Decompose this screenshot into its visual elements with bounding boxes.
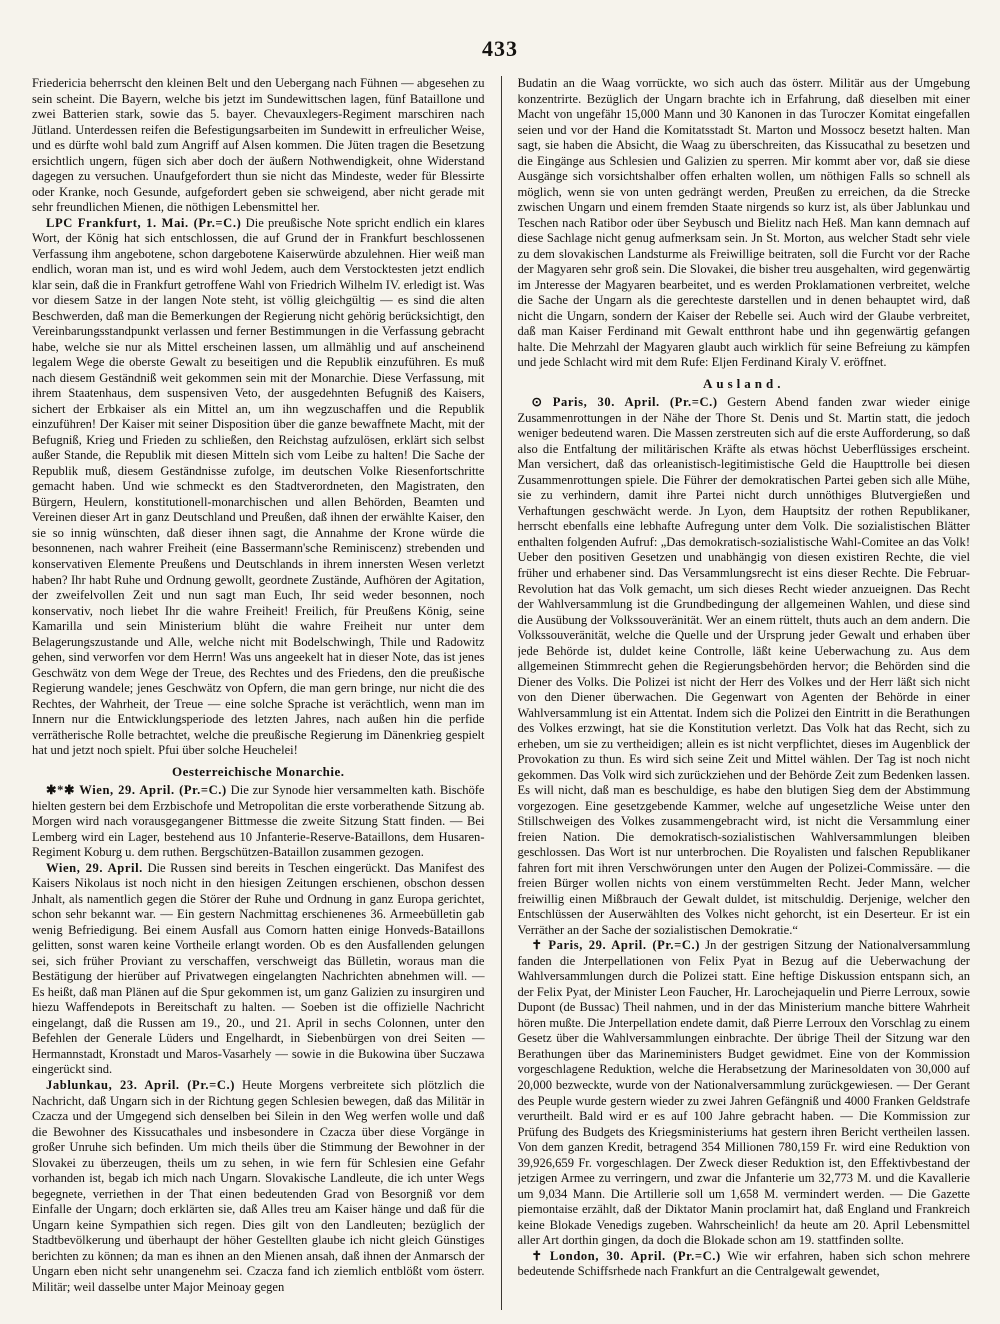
article-continuation: Friedericia beherrscht den kleinen Belt und den Uebergang nach Fühnen — abgesehen zu sein scheint. Die Bayern, welche bis jetzt im Sundewittschen lagen, fünf Bataillone und zwei Batterien stark, sowie das 5. bayer. Chevauxlegers-Regiment marschiren nach Jütland. Unterdessen reifen die Befestigungsarbeiten im Sundewitt in erfreulicher Weise, und es dürfte wohl bald zum Angriff auf Alsen kommen. Die Jüten tragen die Besetzung ersichtlich ungern, fügen sich aber doch der äußern Nothwendigkeit, ohne Widerstand dagegen zu versuchen. Unaufgefordert thun sie nicht das Mindeste, weder für Blessirte oder Kranke, noch Gesunde, aufgefordert geben sie schweigend, aber nicht gerade mit sehr freundlichen Mienen, die nöthigen Lebensmittel her. [32, 76, 485, 215]
article-continuation: Budatin an die Waag vorrückte, wo sich auch das österr. Militär aus der Umgebung konzentrirte. Bezüglich der Ungarn brachte ich in Erfahrung, daß dieselben mit einer Macht von ungefähr 15,000 Mann und 30 Kanonen in das Turoczer Komitat eingefallen seien und vor der Hand die Komitatsstadt St. Marton und Mossocz besetzt halten. Man sagt, sie haben die Absicht, die Waag zu überschreiten, das Kissucathal zu besetzen und die Eingänge aus Schlesien und Galizien zu sperren. Mir kommt aber vor, daß sie diese Ausgänge sich vorsichtshalber offen erhalten wollen, um nöthigen Falls so schnell als möglich, wenn sie von unten gedrängt werden, Preußen zu erreichen, da die Strecke zwischen Ungarn und einem fremden Staate nirgends so kurz ist, als über Jablunkau und Teschen nach Ratibor oder über Seybusch und Bielitz nach Heß. Man kann demnach auf diese Sachlage nicht genug aufmerksam sein. Jn St. Morton, aus welcher Stadt sehr viele zu dem slovakischen Landsturme als Freiwillige beitraten, soll die Furcht vor der Rache der Magyaren sehr groß sein. Die Slovakei, die bisher treu ausgehalten, wird gegenwärtig im Jnteresse der Magyaren bearbeitet, und es werden Proklamationen verbreitet, welche die Sache der Ungarn als die gerechteste darstellen und in denen behauptet wird, daß nicht die Ungarn, sondern der Kaiser der Rebelle sei. Auch wird der Glaube verbreitet, daß man Kaiser Ferdinand mit Gewalt entthront habe und ihn gegenwärtig gefangen halte. Die Mehrzahl der Magyaren glaubt auch wirklich für seine Befreiung zu kämpfen und jede Schlacht wird mit dem Rufe: Eljen Ferdinand Kiraly V. eröffnet. [517, 76, 970, 370]
article-london [518, 1249, 971, 1280]
article-jablunkau [32, 1078, 485, 1295]
article-text: Heute Morgens verbreitete sich plötzlich die Nachricht, daß Ungarn sich in der Richtung gegen Schlesien bewegen, daß das Militär in Czacza und der Umgegend sich denselben bei Silein in den Weg werfen wolle und daß die Bewohner des Kissucathales und insbesondere in Czacza über diese Vorgänge in großer Unruhe sich befinden. Um mich theils über die Stimmung der Bewohner in der Slovakei zu überzeugen, theils um zu sehen, in wie fern für Schlesien eine Gefahr vorhanden ist, begab ich mich nach Ungarn. Slovakische Landleute, die ich unter Wegs begegnete, verriethen in der That einen bedeutenden Grad von Besorgniß vor dem Einfalle der Ungarn; doch erklärten sie, daß Alles treu am Kaiser hänge und daß für die Ungarn keine Sympathien sich regen. Dies gilt von den Landleuten; bezüglich der Stadtbevölkerung und überhaupt der höher Gestellten glaube ich nicht gleich Günstiges berichten zu können; da man es ihnen an den Mienen ansah, daß ihnen der Anmarsch der Ungarn eben nicht sehr unangenehm sei. Czacza fand ich ziemlich entblößt vom österr. Militär; weil dasselbe unter Major Meinoay gegen [32, 1078, 485, 1294]
dateline-frankfurt: LPC Frankfurt, 1. Mai. (Pr.=C.) [46, 215, 242, 230]
text-columns [32, 76, 970, 1310]
article-text: Wie wir erfahren, haben sich schon mehrere bedeutende Schiffsrhede nach Frankfurt an die Centralgewalt gewendet, [517, 1248, 970, 1279]
right-column [518, 76, 971, 1310]
article-text: Die zur Synode hier versammelten kath. Bischöfe hielten gestern bei dem Erzbischofe und Metropolitan die erste vorberathende Sitzung ab. Morgen wird nach vorausgegangener Bittmesse die zweite Sitzung Statt finden. — Bei Lemberg wird ein Lager, bestehend aus 10 Jnfanterie-Reserve-Bataillons, dem Husaren-Regiment Koburg u. dem ruthen. Bergschützen-Bataillon zusammen gezogen. [32, 783, 485, 860]
dateline-paris-2: ✝ Paris, 29. April. (Pr.=C.) [531, 938, 701, 953]
dateline-wien-1: ✱*✱ Wien, 29. April. (Pr.=C.) [46, 783, 227, 798]
dateline-wien-2: Wien, 29. April. [46, 860, 143, 875]
page-number: 433 [482, 36, 518, 61]
left-column [32, 76, 485, 1310]
article-text: Gestern Abend fanden zwar wieder einige Zusammenrottungen in der Nähe der Thore St. Denis und St. Martin statt, die jedoch weniger bedeutend waren. Die Massen zerstreuten sich auf die erste Aufforderung, so daß also die Entfaltung der militärischen Kräfte als etwas höchst Ueberflüssiges erscheint. Man versichert, daß das orleanistisch-legitimistische Geld die Haupttrolle bei diesen Zusammenrottungen spiele. Die Führer der demokratischen Partei geben sich alle Mühe, sie zu verhindern, damit ihre Partei nicht durch unnöthiges Blutvergießen und Verhaftungen geschwächt werde. Jn Lyon, dem Hauptsitz der rothen Republikaner, herrscht ebenfalls eine lebhafte Aufregung unter dem Volk. Die sozialistischen Blätter enthalten folgenden Aufruf: „Das demokratisch-sozialistische Wahl-Comitee an das Volk! Ueber den positiven Gesetzen und unabhängig von diesen existiren Rechte, die viel früher und erhabener sind. Das Versammlungsrecht ist eins dieser Rechte. Die Februar-Revolution hat das Volk gemacht, um sich dieses Recht wieder anzueignen. Das Recht der Wahlversammlung ist die Grundbedingung der allgemeinen Wahlen, und diese sind die Ausübung der Volkssouveränität. Wer an einem rüttelt, thuts auch an dem andern. Die Volkssouveränität, welche die Quelle und der Ursprung jeder Gewalt und erhaben über jede Behörde ist, duldet keine Controlle, läßt keine Ueberwachung zu. Aus dem allgemeinen Stimmrecht gehen die Regierungsbehörden hervor; die Behörden sind die Diener des Volks. Die Polizei ist nicht der Herr des Volkes und der Herr läßt sich nicht von den Diener überwachen. Die Gegenwart von Agenten der Behörde in einer Wahlversammlung ist ein Attentat. Indem sich die Polizei den Eintritt in die Berathungen des Volkes erzwingt, hat sie die Konstitution verletzt. Das Volk hat das Recht, sich zu erheben, um sie zu vertheidigen; allein es ist nicht verpflichtet, dieses im Augenblick der Provokation zu thun. Es wird sich seine Zeit und Mittel wählen. Der Tag ist noch nicht gekommen. Das Volk wird sich zurückziehen und der Behörde Zeit zum Bedenken lassen. Es will nicht, daß man es beschuldige, es habe den blutigen Sieg dem der Abstimmung vorgezogen. Eine gesetzgebende Kammer, welche auf ungesetzliche Weise unter den Stillschweigen des Volkes zusammengebracht wird, ist nicht die Versammlung einer freien Nation. Die demokratisch-sozialistischen Wahlversammlungen bleiben geschlossen. Das Wort ist nur unterbrochen. Die Royalisten und falschen Republikaner fahren fort mit ihren Verschwörungen unter den Augen der Polizei-Commissäre. — die freien Bürger wollen nichts von einem verstümmelten Recht. Jeder Mann, welcher freiwillig einen Mißbrauch der Gewalt duldet, ist mitschuldig. Derjenige, welcher den Entschlüssen der Auserwählten des Volkes nicht gehorcht, ist ein Deserteur. Er ist ein Verräther an der Sache der sozialistischen Demokratie.“ [517, 395, 970, 937]
article-frankfurt [32, 216, 485, 759]
dateline-jablunkau: Jablunkau, 23. April. (Pr.=C.) [46, 1078, 235, 1092]
dateline-london: ✝ London, 30. April. (Pr.=C.) [531, 1248, 721, 1263]
article-text: Die preußische Note spricht endlich ein klares Wort, der König hat sich entschlossen, die auf Grund der in Frankfurt beschlossenen Verfassung ihm angebotene, schon dargebotene Kaiserwürde abzulehnen. Hier weiß man endlich, woran man ist, und es wird wohl Jedem, auch dem Verstocktesten jetzt endlich klar sein, daß die in Frankfurt getroffene Wahl von Friedrich Wilhelm IV. erledigt ist. Was vor diesem Satze in der langen Note steht, ist völlig gleichgültig — es sind die alten Beschwerden, daß man die Bemerkungen der Regierung nicht gehörig berücksichtigt, den Vereinbarungsstandpunkt verlassen und ferner Bestimmungen in die Verfassung gebracht habe, welche sie nur als Mittel erscheinen lassen, um allmählig und auf anscheinend legalem Wege die oberste Gewalt zu beseitigen und die Republik einzuführen. Es muß nach diesem Geständniß weit gekommen sein mit der Monarchie. Diese Verfassung, mit ihrem Staatenhaus, dem suspensiven Veto, der ausgedehnten Befugniß des Kaisers, sichert der Erbkaiser als ein Mittel an, um ihn wegzuschaffen und die Republik einzuführen! Der Kaiser mit seiner Disposition über die ganze bewaffnete Macht, mit der Befugniß, Krieg und Frieden zu schließen, den Reichstag aufzulösen, erklärt sich selbst außer Stande, die Republik mit diesen Mitteln sich vom Leibe zu halten! Die Sache der Republik muß, diesem Geständnisse zufolge, im deutschen Volke Riesenfortschritte gemacht haben. Und wie schmeckt es den Stadtverordneten, den Magistraten, den Bürgern, Heulern, konstitutionell-monarchischen und allen Behörden, Beamten und Vereinen dieser Art in ganz Deutschland und Preußen, daß ihnen der erwählte Kaiser, den sie so innig wünschten, daß dieser ihnen sagt, die Annahme der Krone würde die besonnenen, nach wahrer Freiheit (eine Bassermann'sche Reminiscenz) strebenden und konservativen Elemente Preußens und Deutschlands in ihrem innersten Wesen verletzt haben? Ihr habt Ruhe und Ordnung gewollt, geordnete Zustände, Aufhören der Agitation, der zweifelvollen Zeit und nun sagt man Euch, Ihr seid weder besonnen, noch konservativ, noch liebet Ihr die wahre Freiheit! Freilich, für Preußens König, seine Kamarilla und sein Ministerium blüht die wahre Freiheit nur unter dem Belagerungszustande und Alle, welche nicht mit Bodelschwingh, Thile und Radowitz gehen, sind verworfen vor dem Herrn! Was uns angeekelt hat in dieser Note, das ist jenes Geschwätz von dem Wege der Treue, des Rechtes und des Friedens, den die preußische Regierung wandele; jenes Geschwätz von Opfern, die man gern bringe, nur nicht die des Rechtes, der Wahrheit, der Treue — eine solche Sprache ist verächtlich, wenn man im Innern nur die Entwicklungsperiode des letzten Jahres, nach außen hin die perfide verrätherische Rolle betrachtet, welche die preußische Regierung im Dänenkrieg gespielt hat und jetzt noch spielt. Pfui über solche Heuchelei! [32, 215, 485, 758]
column-divider [501, 76, 502, 1310]
article-wien-synode [32, 783, 485, 861]
article-text: Jn der gestrigen Sitzung der Nationalversammlung fanden die Jnterpellationen von Felix Pyat in Bezug auf die Ueberwachung der Wahlversammlungen durch die Polizei statt. Eine heftige Diskussion entspann sich, an der Felix Pyat, der Minister Leon Faucher, Hr. Larochejaquelin und Pierre Lerroux, sowie Dupont (de Bussac) Theil nahmen, und in der das Ministerium manche bittere Wahrheit hören mußte. Die Jnterpellation endete damit, daß Pierre Lerroux den Vorschlag zu einem Gesetz über die Wahlversammlungen einbrachte. Der übrige Theil der Sitzung war den Berathungen über das Marineministers Budget gewidmet. Eine von der Kommission vorgeschlagene Reduktion, welche die Herabsetzung der Marinesoldaten von 30,000 auf 20,000 bezweckte, wurde von der Nationalversammlung zurückgewiesen. — Der Gerant des Peuple wurde gestern wieder zu zwei Jahren Gefängniß und 4000 Franken Geldstrafe verurtheilt. Bald wird er es auf 100 Jahre gebracht haben. — Die Kommission zur Prüfung des Budgets des Kriegsministeriums hat gestern ihren Bericht vertheilen lassen. Von dem ganzen Kredit, betragend 354 Millionen 780,159 Fr. wird eine Reduktion von 39,926,659 Fr. vorgeschlagen. Der Zweck dieser Reduktion ist, den Effektivbestand der jetzigen Armee zu verringern, und zwar die Jnfanterie um 32,773 M. und die Kavallerie um 9,034 Mann. Die Artillerie soll um 1,658 M. vermindert werden. — Die Gazette piemontaise erzählt, daß der Diktator Manin proclamirt hat, daß England und Frankreich keine Blokade Venedigs zugeben. Wahrscheinlich! da heute am 20. April Lebensmittel aller Art dorthin gingen, da doch die Blokade schon am 19. stattfinden sollte. [517, 938, 970, 1248]
dateline-paris-1: ⊙ Paris, 30. April. (Pr.=C.) [531, 395, 718, 410]
article-wien-russen [32, 861, 485, 1078]
article-text: Die Russen sind bereits in Teschen eingerückt. Das Manifest des Kaisers Nikolaus ist noch nicht in den hiesigen Zeitungen erschienen, obschon dessen Jnhalt, als namentlich gegen die Störer der Ruhe und Ordnung in ganz Europa gerichtet, schon sehr bekannt war. — Ein gestern Nachmittag erschienenes 36. Armeebülletin gab wenig Befriedigung. Bei einem Ausfall aus Comorn hatten einige Honveds-Bataillons gelitten, sonst waren keine Vortheile erlangt worden. Ob es den Ausfallenden gelungen sei, sich früher Proviant zu verschaffen, verschweigt das Bülletin, woraus man die Bestätigung der hierüber auf Privatwegen eingelangten Nachrichten abnehmen will. — Es heißt, daß man Plänen auf die Spur gekommen ist, um ganz Galizien zu insurgiren und hiezu Waffendepots in Bereitschaft zu halten. — Soeben ist die offizielle Nachricht eingelangt, daß die Russen am 19., 20., und 21. April in sechs Colonnen, unter den Befehlen der Generale Lüders und Engelhardt, in Siebenbürgen von drei Seiten — Hermannstadt, Kronstadt und Maros-Vasarhely — sowie in die Bukowina über Suczawa eingerückt sind. [32, 860, 485, 1077]
article-paris-1 [518, 395, 971, 938]
section-heading-abroad: Ausland. [703, 375, 785, 391]
article-paris-2 [518, 938, 971, 1248]
section-heading-austria: Oesterreichische Monarchie. [171, 763, 345, 779]
